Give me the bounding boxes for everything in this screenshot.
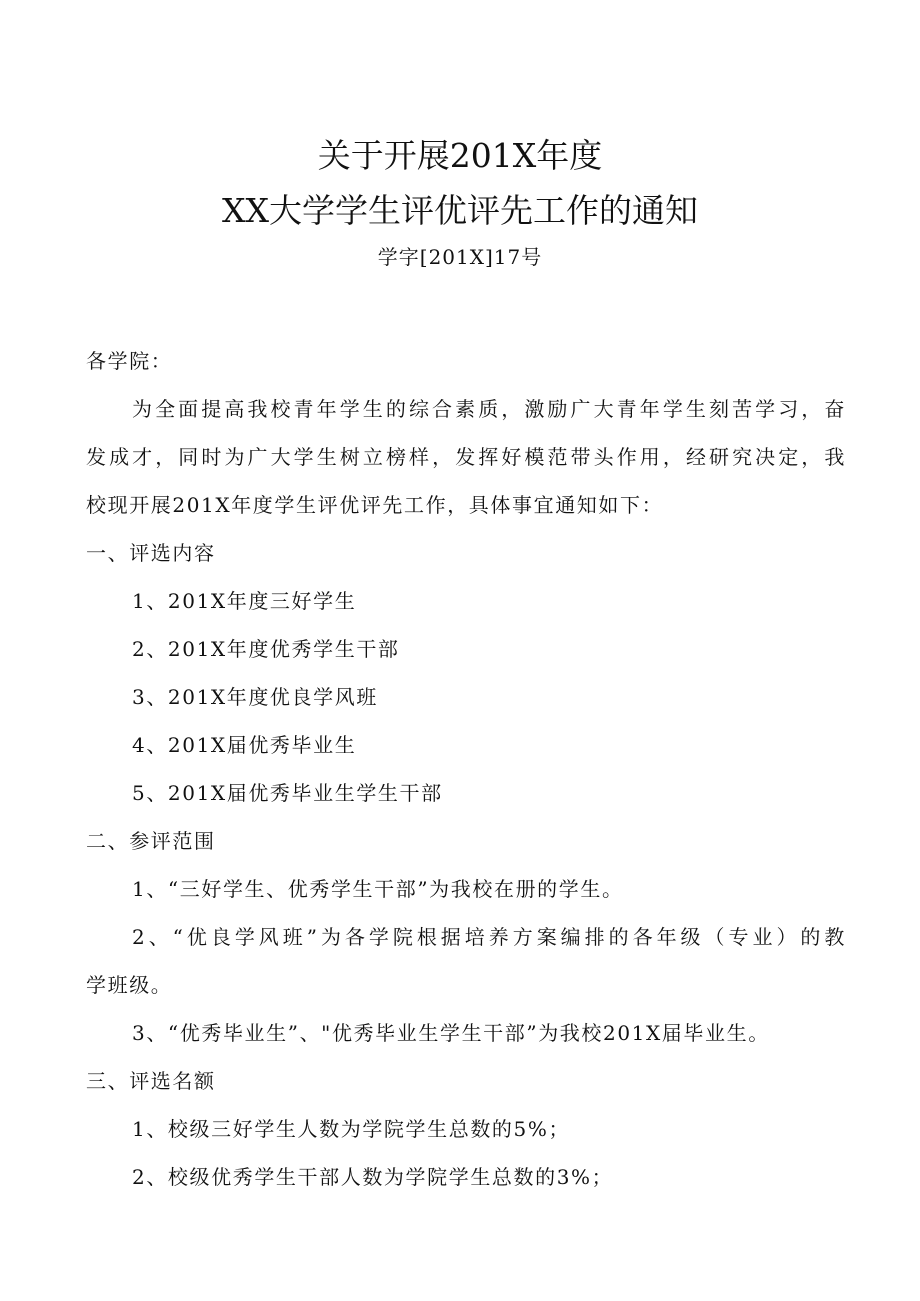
quota-item-2: 2、校级优秀学生干部人数为学院学生总数的3%； [132, 1165, 614, 1189]
list-item: 5、201X届优秀毕业生学生干部 [132, 781, 443, 805]
salutation: 各学院： [86, 349, 173, 373]
list-item: 4、201X届优秀毕业生 [132, 733, 357, 757]
document-body [86, 337, 846, 1201]
intro-line-3: 校现开展201X年度学生评优评先工作，具体事宜通知如下： [86, 493, 664, 517]
title-line-2: XX大学学生评优评先工作的通知 [222, 191, 698, 230]
eligibility-item-1: 1、“三好学生、优秀学生干部”为我校在册的学生。 [132, 877, 624, 901]
intro-line-2: 发成才，同时为广大学生树立榜样，发挥好模范带头作用，经研究决定，我 [86, 445, 846, 469]
eligibility-item-2-line-2: 学班级。 [86, 973, 173, 997]
eligibility-item-2-line-1: 2、“优良学风班”为各学院根据培养方案编排的各年级（专业）的教 [132, 925, 846, 949]
intro-line-1: 为全面提高我校青年学生的综合素质，激励广大青年学生刻苦学习，奋 [132, 397, 846, 421]
title-line-1: 关于开展201X年度 [317, 136, 603, 175]
list-item: 1、201X年度三好学生 [132, 589, 357, 613]
section-heading-eligibility: 二、参评范围 [86, 829, 216, 853]
section-heading-quota: 三、评选名额 [86, 1069, 216, 1093]
document-number: 学字[201X]17号 [377, 245, 543, 269]
eligibility-item-3: 3、“优秀毕业生”、"优秀毕业生学生干部”为我校201X届毕业生。 [132, 1021, 770, 1045]
list-item: 2、201X年度优秀学生干部 [132, 637, 400, 661]
list-item: 3、201X年度优良学风班 [132, 685, 378, 709]
section-heading-selection-content: 一、评选内容 [86, 541, 216, 565]
quota-item-1: 1、校级三好学生人数为学院学生总数的5%； [132, 1117, 571, 1141]
